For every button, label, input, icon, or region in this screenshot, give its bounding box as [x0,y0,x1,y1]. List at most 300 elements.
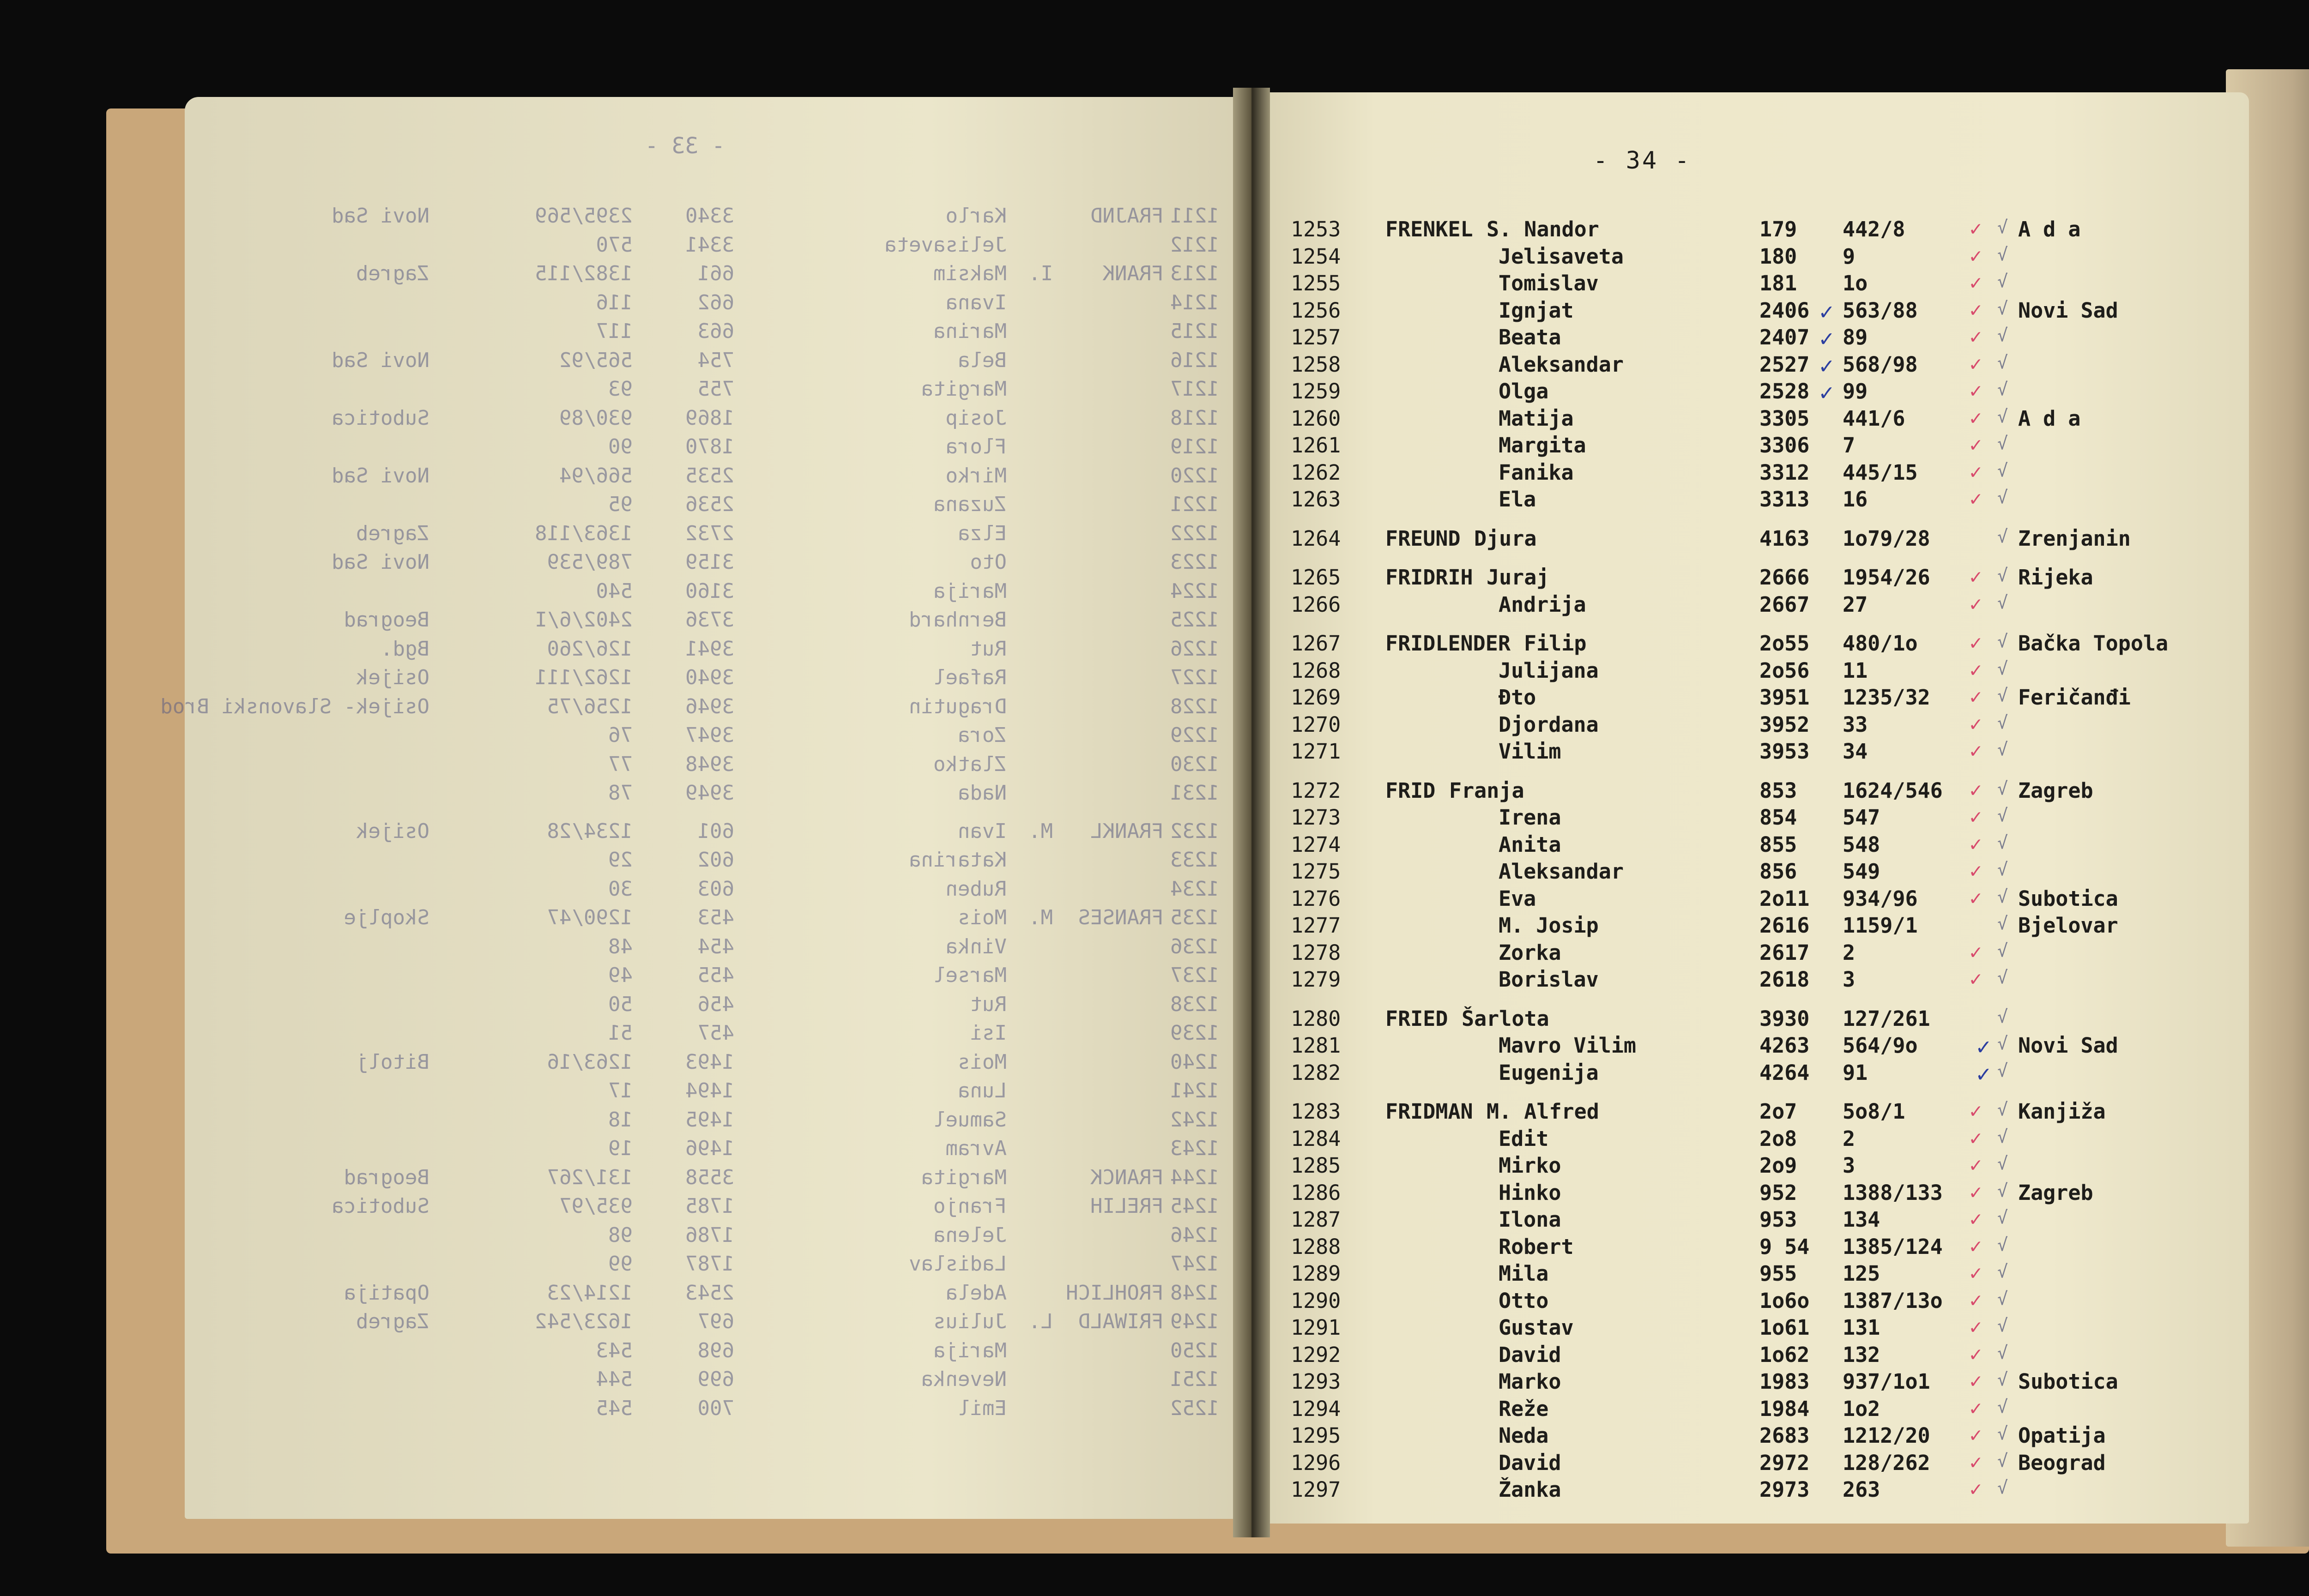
record-id: 1785 [685,1194,734,1218]
record-code: 563/88 [1843,298,1918,323]
record-id: 1o6o [1759,1288,1810,1313]
record-code: 93 [608,377,633,401]
record-id: 3558 [685,1165,734,1189]
grey-check-icon: √ [1997,433,2008,453]
blue-check-icon: ✓ [1977,1060,1991,1087]
record-id: 2973 [1759,1477,1810,1502]
table-row [1256,712,2249,739]
table-row [1256,487,2249,514]
first-name: Elza [958,521,1007,545]
record-code: 50 [608,992,633,1016]
red-check-icon: ✓ [1970,1207,1982,1231]
red-check-icon: ✓ [1970,1396,1982,1420]
red-check-icon: ✓ [1970,631,1982,655]
place: Opatija [344,1281,429,1305]
first-name: Gustav [1499,1315,1574,1340]
row-number: 1297 [1291,1477,1341,1502]
row-number: 1221 [1170,493,1219,516]
surname: FRANCK [1090,1165,1164,1189]
record-code: 30 [608,877,633,901]
red-check-icon: ✓ [1970,460,1982,484]
grey-check-icon: √ [1997,631,2008,651]
record-id: 662 [697,290,734,314]
record-code: 1159/1 [1843,913,1918,938]
record-code: 789/539 [547,550,633,574]
red-check-icon: ✓ [1970,685,1982,709]
red-check-icon: ✓ [1970,1315,1982,1339]
row-number: 1268 [1291,658,1341,683]
grey-check-icon: √ [1997,1234,2008,1255]
record-code: 18 [608,1108,633,1132]
first-name: Julijana [1499,658,1599,683]
table-row [1256,1126,2249,1153]
row-number: 1244 [1170,1165,1219,1189]
first-name: Otto [1499,1288,1549,1313]
record-id: 1870 [685,435,734,458]
row-number: 1253 [1291,217,1341,241]
first-name: Nevenka [921,1367,1007,1391]
surname: FRIDMAN [1385,1099,1473,1124]
first-name: Luna [958,1079,1007,1102]
place: Osijek- Slavonski Brod [160,694,429,718]
grey-check-icon: √ [1997,832,2008,853]
record-code: 33 [1843,712,1868,737]
row-number: 1270 [1291,712,1341,737]
initial: M. [1028,906,1053,929]
surname: FRID [1385,778,1436,803]
grey-check-icon: √ [1997,406,2008,427]
surname: FRAJND [1090,204,1164,228]
place: Novi Sad [2018,1033,2118,1058]
first-name: Mois [958,1050,1007,1074]
record-id: 602 [697,848,734,872]
place: Novi Sad [332,464,429,488]
record-id: 2616 [1759,913,1810,938]
row-number: 1276 [1291,886,1341,911]
row-number: 1226 [1170,637,1219,661]
blue-check-icon: ✓ [1819,379,1834,406]
table-row [1256,1006,2249,1033]
first-name: M. Josip [1499,913,1599,938]
place: Zrenjanin [2018,526,2131,551]
grey-check-icon: √ [1997,1006,2008,1027]
record-id: 3341 [685,233,734,257]
grey-check-icon: √ [1997,712,2008,733]
record-id: 2o7 [1759,1099,1797,1124]
surname: FRANK [1102,262,1164,285]
table-row [1256,805,2249,832]
place: Bačka Topola [2018,631,2169,656]
first-name: Ela [1499,487,1536,512]
row-number: 1243 [1170,1137,1219,1160]
record-code: 1235/32 [1843,685,1930,710]
record-id: 1o61 [1759,1315,1810,1340]
first-name: Eva [1499,886,1536,911]
red-check-icon: ✓ [1970,940,1982,964]
first-name: Edit [1499,1126,1549,1151]
record-id: 853 [1759,778,1797,803]
row-number: 1240 [1170,1050,1219,1074]
record-id: 3305 [1759,406,1810,431]
first-name: Ladislav [909,1252,1007,1276]
row-number: 1293 [1291,1369,1341,1394]
red-check-icon: ✓ [1970,805,1982,829]
place: Subotica [2018,1369,2118,1394]
record-code: 1387/13o [1843,1288,1943,1313]
record-code: 17 [608,1079,633,1102]
first-name: Beata [1499,325,1561,349]
red-check-icon: ✓ [1970,1288,1982,1312]
surname: FREUND [1385,526,1461,551]
record-code: 543 [596,1338,633,1362]
first-name: Tomislav [1499,271,1599,295]
record-code: 565/92 [559,348,633,372]
row-number: 1217 [1170,377,1219,401]
first-name: Franja [1449,778,1524,803]
place: Beograd [344,608,429,632]
row-number: 1273 [1291,805,1341,830]
record-id: 456 [697,992,734,1016]
record-code: 9 [1843,244,1856,269]
surname: FRENKEL [1385,217,1473,241]
record-id: 699 [697,1367,734,1391]
grey-check-icon: √ [1997,859,2008,879]
record-code: 98 [608,1223,633,1247]
record-code: 131 [1843,1315,1880,1340]
row-number: 1258 [1291,352,1341,377]
first-name: Mila [1499,1261,1549,1286]
record-id: 856 [1759,859,1797,884]
record-code: 3 [1843,967,1856,992]
red-check-icon: ✓ [1970,1342,1982,1366]
grey-check-icon: √ [1997,298,2008,319]
record-id: 952 [1759,1180,1797,1205]
surname: FRIDRIH [1385,565,1473,590]
blue-check-icon: ✓ [1819,352,1834,379]
row-number: 1291 [1291,1315,1341,1340]
row-number: 1266 [1291,592,1341,617]
record-code: 1624/546 [1843,778,1943,803]
record-code: 935/97 [559,1194,633,1218]
first-name: Reže [1499,1396,1549,1421]
table-row [1256,325,2249,352]
surname: FRIWALD [1078,1310,1164,1333]
grey-check-icon: √ [1997,1342,2008,1363]
record-code: 1o2 [1843,1396,1880,1421]
red-check-icon: ✓ [1970,1477,1982,1501]
record-code: 1290/47 [547,906,633,929]
record-id: 3951 [1759,685,1810,710]
red-check-icon: ✓ [1970,325,1982,349]
row-number: 1211 [1170,204,1219,228]
red-check-icon: ✓ [1970,406,1982,430]
row-number: 1225 [1170,608,1219,632]
record-id: 179 [1759,217,1797,241]
record-id: 603 [697,877,734,901]
record-id: 3312 [1759,460,1810,485]
grey-check-icon: √ [1997,1153,2008,1174]
blue-check-icon: ✓ [1819,298,1834,325]
record-id: 2527 [1759,352,1810,377]
row-number: 1238 [1170,992,1219,1016]
table-row [1256,1289,2249,1315]
record-code: 1954/26 [1843,565,1930,590]
record-code: 480/1o [1843,631,1918,656]
record-code: 2395/569 [535,204,633,228]
initial: M. [1028,819,1053,843]
red-check-icon: ✓ [1970,565,1982,589]
red-check-icon: ✓ [1970,271,1982,295]
row-number: 1264 [1291,526,1341,551]
first-name: Đto [1499,685,1536,710]
blue-check-icon: ✓ [1819,325,1834,352]
red-check-icon: ✓ [1970,1126,1982,1150]
row-number: 1248 [1170,1281,1219,1305]
table-row [1256,832,2249,859]
record-code: 568/98 [1843,352,1918,377]
first-name: Mirko [945,464,1007,488]
red-check-icon: ✓ [1970,433,1982,457]
row-number: 1219 [1170,435,1219,458]
record-id: 2528 [1759,379,1810,404]
initial: I. [1028,262,1053,285]
table-row [1256,433,2249,460]
first-name: Flora [945,435,1007,458]
record-id: 3949 [685,781,734,805]
place: A d a [2018,217,2081,241]
record-code: 445/15 [1843,460,1918,485]
red-check-icon: ✓ [1970,1153,1982,1177]
record-code: 91 [1843,1060,1868,1085]
record-id: 2o9 [1759,1153,1797,1178]
record-code: 1256/75 [547,694,633,718]
red-check-icon: ✓ [1970,379,1982,403]
table-row [1256,1451,2249,1477]
record-code: 549 [1843,859,1880,884]
record-id: 3340 [685,204,734,228]
first-name: Djura [1474,526,1537,551]
first-name: S. Nandor [1487,217,1599,241]
record-id: 3953 [1759,739,1810,764]
red-check-icon: ✓ [1970,658,1982,682]
grey-check-icon: √ [1997,886,2008,907]
first-name: Mois [958,906,1007,929]
first-name: Julius [933,1310,1007,1333]
record-id: 3948 [685,752,734,776]
row-number: 1228 [1170,694,1219,718]
place: Kanjiža [2018,1099,2106,1124]
grey-check-icon: √ [1997,739,2008,759]
table-row [1256,406,2249,433]
grey-check-icon: √ [1997,658,2008,679]
table-row [1256,913,2249,940]
row-number: 1229 [1170,723,1219,747]
record-id: 697 [697,1310,734,1333]
first-name: Irena [1499,805,1561,830]
record-code: 29 [608,848,633,872]
first-name: Rafael [933,666,1007,689]
row-number: 1279 [1291,967,1341,992]
red-check-icon: ✓ [1970,217,1982,241]
row-number: 1296 [1291,1450,1341,1475]
place: Novi Sad [332,348,429,372]
record-id: 3160 [685,579,734,603]
record-code: 547 [1843,805,1880,830]
record-code: 566/94 [559,464,633,488]
record-code: 1212/20 [1843,1423,1930,1448]
first-name: Aleksandar [1499,352,1624,377]
record-id: 180 [1759,244,1797,269]
first-name: Mirko [1499,1153,1561,1178]
first-name: Josip [945,406,1007,430]
first-name: Ilona [1499,1207,1561,1232]
record-id: 3941 [685,637,734,661]
place: Subotica [332,406,429,430]
row-number: 1245 [1170,1194,1219,1218]
first-name: Ivana [945,290,1007,314]
record-id: 2o55 [1759,631,1810,656]
grey-check-icon: √ [1997,526,2008,547]
row-number: 1212 [1170,233,1219,257]
surname: FRELIH [1090,1194,1164,1218]
table-row [1256,940,2249,967]
grey-check-icon: √ [1997,352,2008,373]
row-number: 1230 [1170,752,1219,776]
table-row [1256,1315,2249,1342]
record-code: 1363/118 [535,521,633,545]
row-number: 1223 [1170,550,1219,574]
grey-check-icon: √ [1997,1315,2008,1336]
record-code: 125 [1843,1261,1880,1286]
record-code: 570 [596,233,633,257]
first-name: Zlatko [933,752,1007,776]
first-name: Neda [1499,1423,1549,1448]
record-id: 455 [697,964,734,987]
row-number: 1239 [1170,1021,1219,1045]
row-number: 1294 [1291,1396,1341,1421]
grey-check-icon: √ [1997,271,2008,291]
grey-check-icon: √ [1997,940,2008,961]
first-name: Eugenija [1499,1060,1599,1085]
row-number: 1295 [1291,1423,1341,1448]
table-row [1256,1033,2249,1060]
first-name: Žanka [1499,1477,1561,1502]
row-number: 1288 [1291,1234,1341,1259]
grey-check-icon: √ [1997,685,2008,705]
first-name: Anita [1499,832,1561,857]
first-name: Bernhard [909,608,1007,632]
record-id: 9 54 [1759,1234,1810,1259]
grey-check-icon: √ [1997,1033,2008,1054]
first-name: Karlo [945,204,1007,228]
record-id: 2535 [685,464,734,488]
first-name: Vilim [1499,739,1561,764]
first-name: Katarina [909,848,1007,872]
table-row [1256,1235,2249,1261]
row-number: 1234 [1170,877,1219,901]
red-check-icon: ✓ [1970,1369,1982,1393]
red-check-icon: ✓ [1970,487,1982,511]
row-number: 1247 [1170,1252,1219,1276]
row-number: 1262 [1291,460,1341,485]
first-name: Emil [958,1396,1007,1420]
record-id: 454 [697,934,734,958]
row-number: 1232 [1170,819,1219,843]
row-number: 1272 [1291,778,1341,803]
record-id: 955 [1759,1261,1797,1286]
left-page-bleed-through [160,97,1247,1519]
grey-check-icon: √ [1997,1396,2008,1417]
grey-check-icon: √ [1997,967,2008,988]
place: Zagreb [356,1310,429,1333]
row-number: 1251 [1170,1367,1219,1391]
surname: FRIED [1385,1006,1448,1031]
row-number: 1285 [1291,1153,1341,1178]
row-number: 1246 [1170,1223,1219,1247]
record-code: 34 [1843,739,1868,764]
first-name: Ignjat [1499,298,1574,323]
row-number: 1286 [1291,1180,1341,1205]
first-name: M. Alfred [1487,1099,1599,1124]
record-code: 76 [608,723,633,747]
grey-check-icon: √ [1997,217,2008,237]
row-number: 1237 [1170,964,1219,987]
table-row [1256,859,2249,886]
first-name: Matija [1499,406,1574,431]
record-id: 2683 [1759,1423,1810,1448]
table-row [1256,1153,2249,1180]
first-name: Adela [945,1281,1007,1305]
row-number: 1250 [1170,1338,1219,1362]
place: Bgd. [381,637,429,661]
first-name: Filip [1524,631,1587,656]
row-number: 1255 [1291,271,1341,295]
row-number: 1249 [1170,1310,1219,1333]
place: Skoplje [344,906,429,929]
grey-check-icon: √ [1997,1180,2008,1201]
record-code: 1o [1843,271,1868,295]
row-number: 1218 [1170,406,1219,430]
place: Zagreb [2018,778,2093,803]
record-code: 934/96 [1843,886,1918,911]
red-check-icon: ✓ [1970,778,1982,802]
row-number: 1242 [1170,1108,1219,1132]
red-check-icon: ✓ [1970,886,1982,910]
first-name: Zuzana [933,493,1007,516]
row-number: 1271 [1291,739,1341,764]
first-name: Djordana [1499,712,1599,737]
record-id: 1496 [685,1137,734,1160]
grey-check-icon: √ [1997,565,2008,585]
row-number: 1254 [1291,244,1341,269]
table-row [1256,1369,2249,1396]
red-check-icon: ✓ [1970,859,1982,883]
first-name: Samuel [933,1108,1007,1132]
record-id: 3736 [685,608,734,632]
surname: FRANSES [1078,906,1164,929]
initial: L. [1028,1310,1053,1333]
record-code: 134 [1843,1207,1880,1232]
row-number: 1278 [1291,940,1341,965]
record-code: 1388/133 [1843,1180,1943,1205]
red-check-icon: ✓ [1970,352,1982,376]
place: Beograd [2018,1450,2106,1475]
left-page-number: - 33 - [645,133,725,159]
record-id: 4163 [1759,526,1810,551]
record-code: 48 [608,934,633,958]
record-id: 3947 [685,723,734,747]
table-row [1256,1423,2249,1450]
